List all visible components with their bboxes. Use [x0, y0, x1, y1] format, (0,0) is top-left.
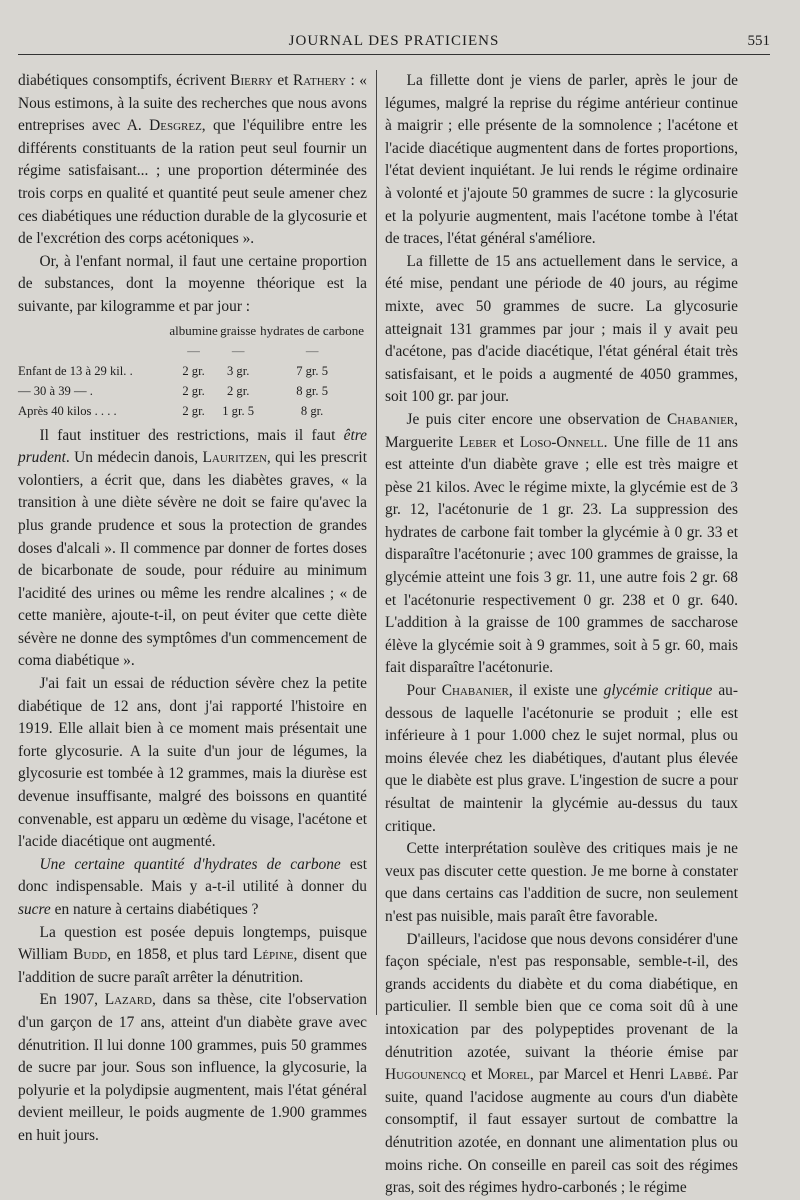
paragraph: Or, à l'enfant normal, il faut une certaine proportion de substances, dont la moyenne théorique est la suivante, par kilogramme et par jour : — [18, 252, 367, 315]
table-dash-row: — — — — [187, 343, 319, 358]
paragraph: Pour Chabanier, il existe une glycémie critique au-dessous de laquelle l'acétonurie se produit ; elle est inférieure à 1 pour 1.000 chez le sujet normal, plus ou moins élevée chez les diabétiques, d'autant plus élevée que le diabète est plus grave. L'ingestion de sucre a pour résultat de maintenir la glycémie au-dessus du taux critique. — [385, 682, 739, 835]
right-column — [385, 70, 738, 1200]
paragraph: La fillette dont je viens de parler, après le jour de légumes, malgré la reprise du régime antérieur continue à maigrir ; elle présente de la somnolence ; l'acétone et l'acide diacétique augmentent dans de fortes proportions, l'état devient inquiétant. Je lui rends le régime ordinaire à volonté et j'ajoute 50 grammes de sucre : la glycosurie et la polyurie augmentent, mais l'acétone tombe à l'état de traces, l'état général s'améliore. — [385, 72, 738, 248]
paragraph: Une certaine quantité d'hydrates de carbone est donc indispensable. Mais y a-t-il utilité à donner du sucre en nature à certains diabétiques ? — [18, 855, 367, 918]
table-row: — 30 à 39 — . 2 gr. 2 gr. 8 gr. 5 — [18, 381, 367, 401]
table-header: hydrates de carbone — [260, 322, 365, 338]
table-row: Après 40 kilos . . . . 2 gr. 1 gr. 5 8 gr. — [18, 401, 367, 421]
author-name: Lauritzen — [202, 449, 267, 467]
left-column — [18, 70, 367, 1148]
running-header — [18, 30, 770, 55]
table-row: Enfant de 13 à 29 kil. . 2 gr. 3 gr. 7 gr. 5 — [18, 361, 367, 381]
paragraph: Il faut instituer des restrictions, mais il faut être prudent. Un médecin danois, Lauritzen, qui les prescrit volontiers, a écrit que, dans les diabètes graves, « la transition à une diète sévère ne doit se faire qu'avec la plus grande prudence et sous la protection de grandes doses d'alcali ». Il commence par donner de fortes doses de bicarbonate de soude, pour réduire au minimum l'acidité des urines ou même les rendre alcalines ; « de cette manière, ajoute-t-il, on peut éviter que cette diète sévère ne donne des symptômes d'un commencement de coma diabétique ». — [18, 426, 367, 670]
column-divider — [376, 70, 377, 1015]
author-name: Chabanier — [667, 410, 735, 428]
author-name: Budd — [73, 946, 108, 964]
paragraph: Cette interprétation soulève des critiques mais je ne veux pas discuter cette question. Je me borne à constater que dans certains cas l'addition de sucre, non seulement n'est pas nuisible, mais paraît être favorable. — [385, 840, 738, 925]
table-header: graisse — [220, 322, 257, 338]
author-name: Lazard — [104, 991, 152, 1009]
author-name: Leber — [459, 433, 497, 451]
row-label: Après 40 kilos . . . . — [18, 403, 117, 418]
author-name: Bierry — [230, 72, 273, 89]
row-label: — 30 à 39 — . — [18, 383, 93, 398]
row-label: Enfant de 13 à 29 kil. . — [18, 363, 133, 378]
table-header-row — [18, 321, 367, 341]
journal-title: JOURNAL DES PRATICIENS — [288, 33, 500, 49]
paragraph: La question est posée depuis longtemps, puisque William Budd, en 1858, et plus tard Lépine, disent que l'addition de sucre paraît arrêter la dénutrition. — [18, 923, 368, 986]
paragraph: D'ailleurs, l'acidose que nous devons considérer d'une façon spéciale, n'est pas responsable, semble-t-il, des grands accidents du diabète et du coma diabétique, en particulier. Il semble bien que ce coma soit dû à une intoxication par des polypeptides provenant de la dénutrition azotée, suivant la théorie émise par Hugounencq et Morel, par Marcel et Henri Labbé. Par suite, quand l'acidose augmente au cours d'un diabète consomptif, il faut essayer surtout de combattre la dénutrition azotée, en donnant une alimentation plus ou moins riche. On conseille en pareil cas soit des régimes gras, soit des régimes hydro-carbonés ; le régime — [385, 930, 739, 1197]
author-name: Hugounencq — [385, 1066, 466, 1084]
author-name: Desgrez — [149, 117, 202, 135]
author-name: Loso-Onnell — [519, 433, 604, 451]
paragraph: J'ai fait un essai de réduction sévère chez la petite diabétique de 12 ans, dont j'ai rapporté l'histoire en 1919. Elle allait bien à ce moment mais présentait une forte glycosurie. A la suite d'un jour de légumes, la glycosurie est tombée à 12 grammes, mais la diurèse est devenue insuffisante, malgré des boissons en quantité convenable, est apparu un œdème du visage, l'acétone et l'acide diacétique ont augmenté. — [18, 675, 367, 851]
author-name: Chabanier — [441, 682, 509, 700]
author-name: Lépine — [252, 946, 294, 964]
page-number: 551 — [747, 33, 770, 49]
paragraph: La fillette de 15 ans actuellement dans le service, a été mise, pendant une période de 40 jours, au régime mixte, avec 50 grammes de sucre. La glycosurie atteignait 131 grammes par jour ; mais il y avait peu d'acétone, pas d'acide diacétique, l'état général était très satisfaisant, et le poids a augmenté de 4050 grammes, soit 100 gr. par jour. — [385, 252, 738, 406]
author-name: Morel — [487, 1066, 530, 1084]
paragraph: diabétiques consomptifs, écrivent Bierry et Rathery : « Nous estimons, à la suite des recherches que nous avons entreprises avec A. Desgrez, que l'équilibre entre les différents constituants de la ration peut seul fournir un régime satisfaisant... ; une proportion déterminée des trois corps en qualité et quantité peut seule amener chez ces diabétiques une réduction durable de la glycosurie et de l'excrétion des corps acétoniques ». — [18, 72, 367, 248]
paragraph: Je puis citer encore une observation de Chabanier, Marguerite Leber et Loso-Onnell. Une fille de 11 ans est atteinte d'un diabète grave ; elle est très maigre et pèse 21 kilos. Avec le régime mixte, la glycémie est de 3 gr. 12, l'acétonurie de 1 gr. 23. La suppression des hydrates de carbone fait tomber la glycémie à 0 gr. 33 et disparaître l'acétonurie ; avec 100 grammes de graisse, la glycémie atteint une fois 3 gr. 11, une autre fois 2 gr. 68 et l'acétonurie respectivement 0 gr. 238 et 0 gr. 640. L'addition à la graisse de 100 grammes de saccharose élève la glycémie soit à 9 grammes, soit à 5 gr. 60, mais fait disparaître l'acétonurie. — [385, 410, 738, 677]
paragraph: En 1907, Lazard, dans sa thèse, cite l'observation d'un garçon de 17 ans, atteint d'un diabète grave avec dénutrition. Il lui donne 100 grammes, puis 50 grammes de sucre par jour. Sous son influence, la glycosurie, la polyurie et la polydipsie augmentent, mais l'état général devient meilleur, le poids augmente de 1.900 grammes en huit jours. — [18, 991, 367, 1144]
author-name: Labbé — [669, 1066, 709, 1084]
table-header: albumine — [169, 322, 218, 338]
author-name: Rathery — [292, 72, 347, 89]
nutrition-table — [18, 321, 367, 421]
